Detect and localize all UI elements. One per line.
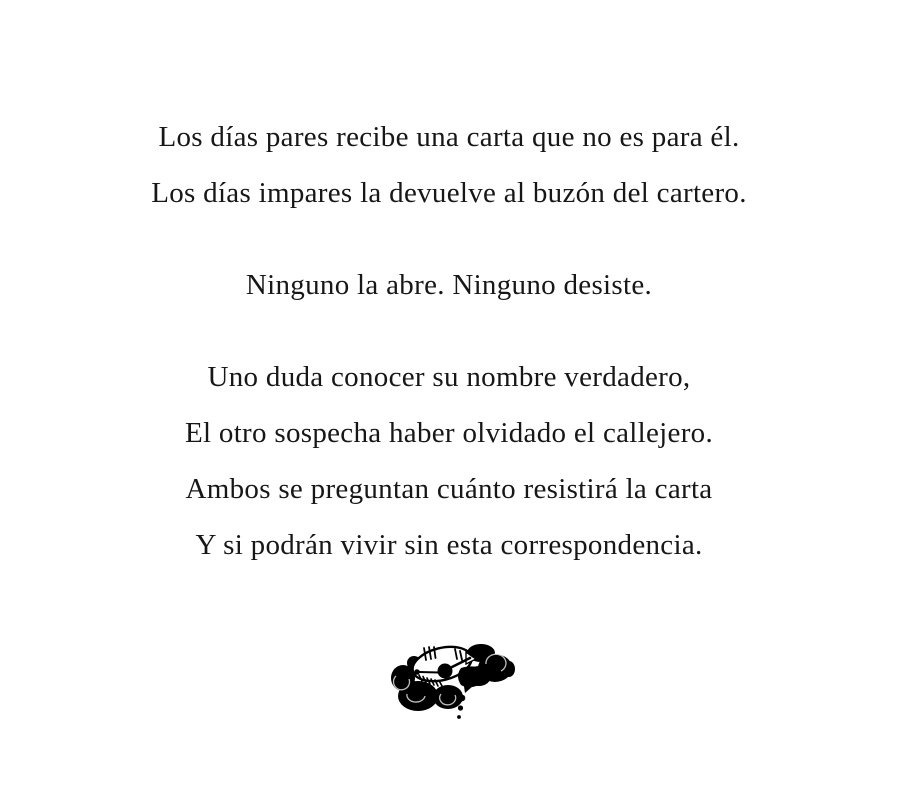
poem-line: Ambos se preguntan cuánto resistirá la carta bbox=[185, 473, 713, 505]
envelope-in-thought-cloud-illustration bbox=[383, 638, 523, 723]
envelope-in-thought-cloud-icon bbox=[383, 638, 523, 723]
poem-line: Uno duda conocer su nombre verdadero, bbox=[207, 361, 691, 393]
poem-line: El otro sospecha haber olvidado el callejero. bbox=[184, 417, 714, 449]
poem-stanza-3 bbox=[0, 349, 898, 573]
poem-line: Ninguno la abre. Ninguno desiste. bbox=[245, 269, 653, 301]
poem-line: Los días impares la devuelve al buzón del cartero. bbox=[151, 177, 747, 209]
poem-stanza-2 bbox=[0, 257, 898, 313]
poem bbox=[0, 109, 898, 573]
poem-stanza-1 bbox=[0, 109, 898, 221]
poem-line: Los días pares recibe una carta que no es para él. bbox=[158, 121, 740, 153]
poem-line: Y si podrán vivir sin esta correspondencia. bbox=[195, 529, 703, 561]
